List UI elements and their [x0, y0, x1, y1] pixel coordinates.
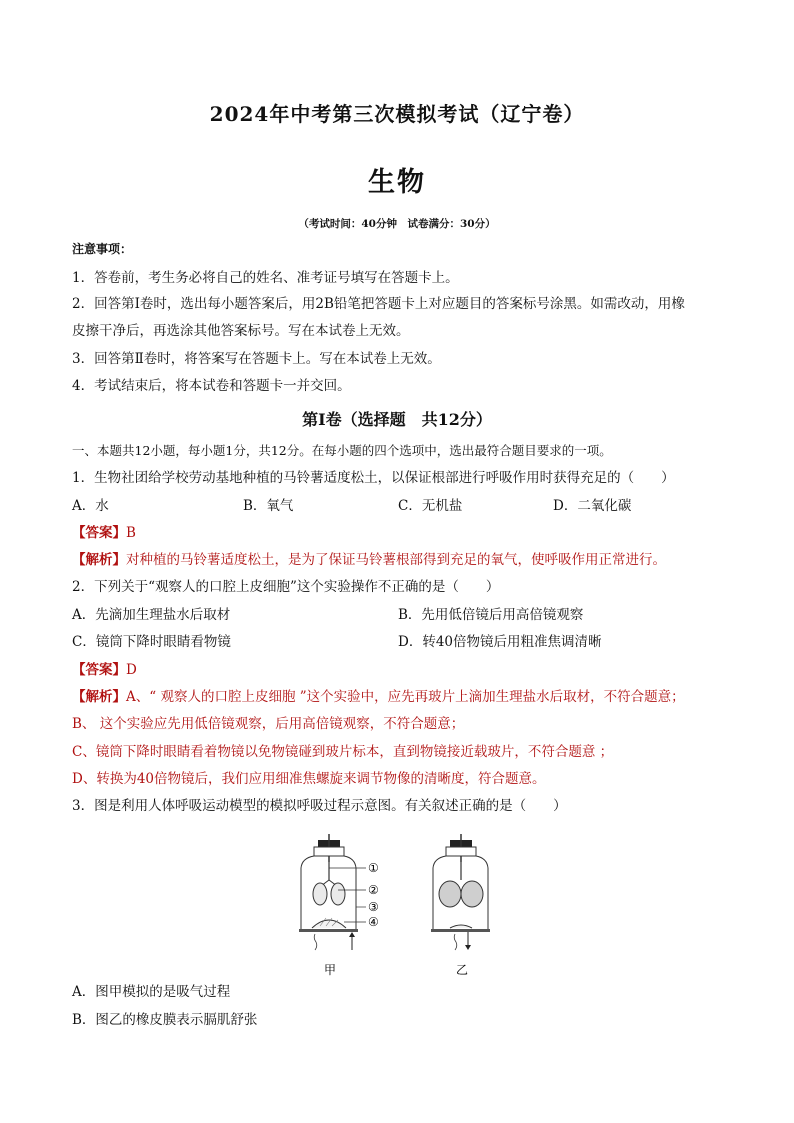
figure-label-2: ②: [368, 883, 379, 897]
q1-option-d: D．二氧化碳: [553, 498, 632, 514]
figure-label-4: ④: [368, 915, 379, 929]
jar-yi: [431, 834, 490, 950]
part1-title: 第Ⅰ卷（选择题 共12分）: [302, 410, 492, 429]
notes-item-1: 1．答卷前，考生务必将自己的姓名、准考证号填写在答题卡上。: [72, 270, 459, 286]
figure-caption-yi: 乙: [456, 963, 469, 977]
notes-item-4: 4．考试结束后，将本试卷和答题卡一并交回。: [72, 378, 351, 394]
q1-analysis: [72, 554, 666, 568]
q2-option-a: A．先滴加生理盐水后取材: [72, 607, 231, 623]
q1-answer: [72, 527, 136, 541]
notes-item-2-cont: 皮擦干净后，再选涂其他答案标号。写在本试卷上无效。: [72, 323, 410, 339]
figure-label-3: ③: [368, 900, 379, 914]
subject-title: 生物: [368, 167, 426, 198]
q2-answer-label: 【答案】: [72, 662, 126, 678]
q2-answer: [72, 664, 137, 678]
q1-option-a: A．水: [72, 498, 109, 514]
q1-option-b: B．氧气: [243, 498, 294, 514]
notes-heading: 注意事项：: [72, 242, 133, 256]
part1-instruction: 一、本题共12小题，每小题1分，共12分。在每小题的四个选项中，选出最符合题目要求的一项。: [72, 443, 612, 458]
q1-analysis-text: 对种植的马铃薯适度松土，是为了保证马铃薯根部得到充足的氧气，使呼吸作用正常进行。: [126, 552, 666, 568]
exam-title: 2024年中考第三次模拟考试（辽宁卷）: [209, 102, 585, 126]
q1-analysis-label: 【解析】: [72, 552, 126, 568]
q2-option-c: C．镜筒下降时眼睛看物镜: [72, 634, 231, 650]
q3-option-b: B．图乙的橡皮膜表示膈肌舒张: [72, 1012, 258, 1028]
q1-option-c: C．无机盐: [398, 498, 463, 514]
notes-item-3: 3．回答第Ⅱ卷时，将答案写在答题卡上。写在本试卷上无效。: [72, 351, 441, 367]
notes-item-2: 2．回答第Ⅰ卷时，选出每小题答案后，用2B铅笔把答题卡上对应题目的答案标号涂黑。如需改动，用橡: [72, 296, 685, 312]
q2-analysis-line-4: D、转换为40倍物镜后，我们应用细准焦螺旋来调节物像的清晰度，符合题意。: [72, 771, 546, 787]
q2-analysis-text-1: A、“ 观察人的口腔上皮细胞 ”这个实验中，应先再玻片上滴加生理盐水后取材，不符合题意；: [126, 689, 685, 705]
figure-label-1: ①: [368, 861, 379, 875]
q3-stem: 3．图是利用人体呼吸运动模型的模拟呼吸过程示意图。有关叙述正确的是（ ）: [72, 798, 567, 814]
q2-analysis-line-1: [72, 691, 685, 705]
q2-analysis-label: 【解析】: [72, 689, 126, 705]
q1-stem: 1．生物社团给学校劳动基地种植的马铃薯适度松土，以保证根部进行呼吸作用时获得充足的（ ）: [72, 470, 675, 486]
q2-analysis-line-2: B、 这个实验应先用低倍镜观察，后用高倍镜观察，不符合题意；: [72, 716, 465, 732]
q2-analysis-line-3: C、镜筒下降时眼睛看着物镜以免物镜碰到玻片标本，直到物镜接近载玻片，不符合题意 ；: [72, 744, 614, 760]
q1-answer-label: 【答案】: [72, 525, 126, 541]
q2-answer-value: D: [126, 662, 137, 678]
q2-stem: 2．下列关于“观察人的口腔上皮细胞”这个实验操作不正确的是（ ）: [72, 579, 500, 595]
q3-option-a: A．图甲模拟的是吸气过程: [72, 984, 231, 1000]
time-info: （考试时间：40分钟 试卷满分：30分）: [298, 218, 496, 230]
jar-jia: [299, 834, 366, 950]
q1-answer-value: B: [126, 525, 136, 541]
breathing-model-figure: [290, 834, 490, 979]
q2-option-d: D．转40倍物镜后用粗准焦调清晰: [398, 634, 602, 650]
q2-option-b: B．先用低倍镜后用高倍镜观察: [398, 607, 584, 623]
figure-caption-jia: 甲: [324, 963, 337, 977]
